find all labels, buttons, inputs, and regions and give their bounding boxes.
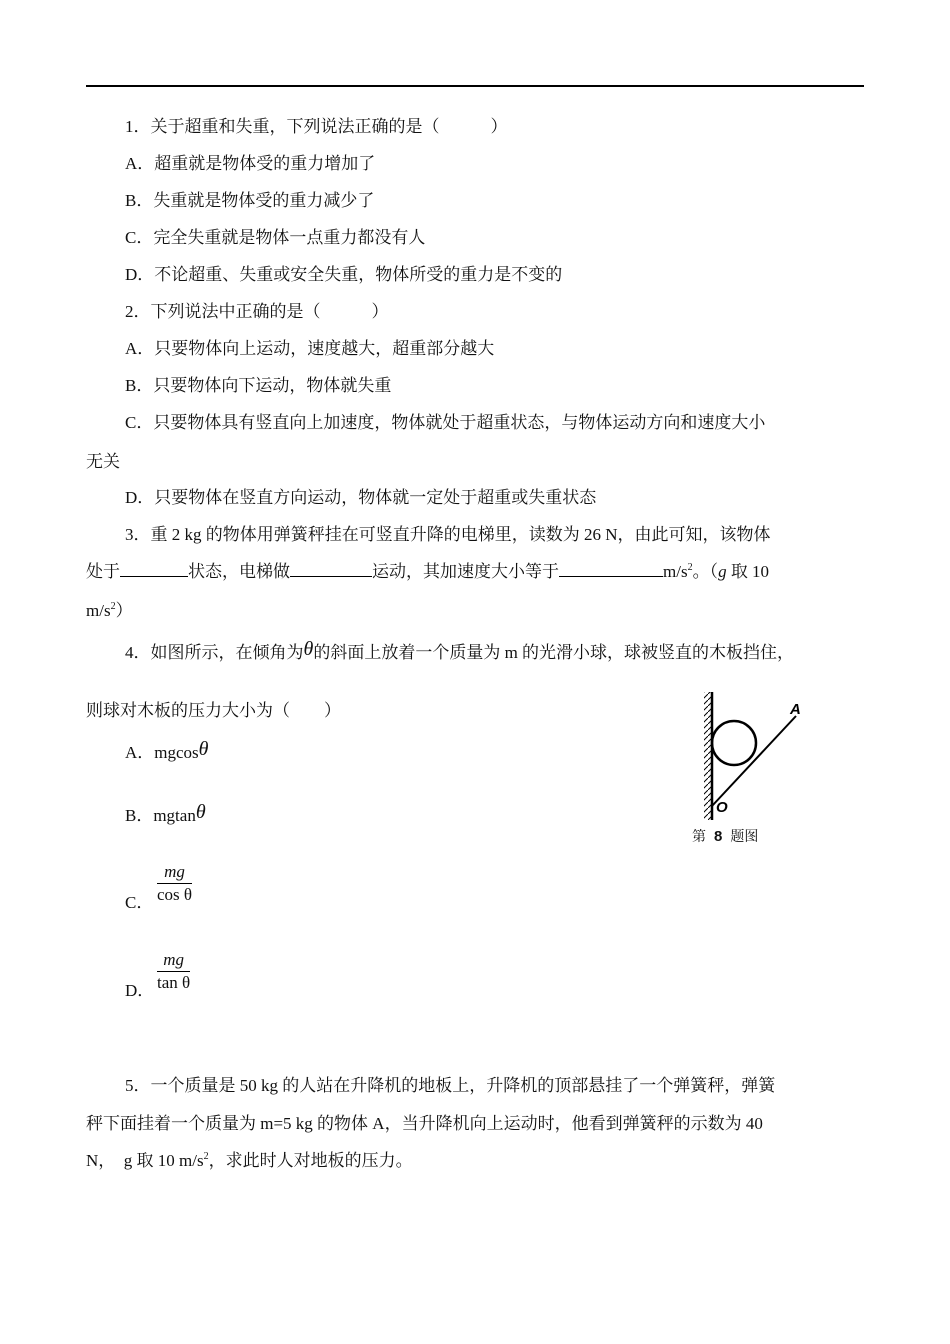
q3-line2	[86, 561, 769, 586]
q3-close: ）	[115, 601, 133, 620]
q5-text-2: ，求此时人对地板的压力。	[208, 1151, 413, 1170]
q5-line3	[86, 1150, 413, 1175]
q2-option-a: A．只要物体向上运动，速度越大，超重部分越大	[125, 339, 495, 358]
incline-ball-figure	[690, 688, 810, 848]
header-rule	[86, 85, 864, 87]
q3-blank-acceleration[interactable]	[559, 561, 663, 577]
caption-number: 8	[714, 828, 723, 845]
q3-text-5: 取 10	[726, 562, 770, 581]
q3-unit-2-sup: 2	[110, 601, 116, 612]
q4-option-d-denominator: tan θ	[157, 973, 191, 992]
caption-suffix: 题图	[730, 828, 759, 844]
q4-option-c-fraction	[157, 861, 192, 906]
q5-text-1: N， g 取 10 m/s	[86, 1151, 204, 1170]
q2-option-d: D．只要物体在竖直方向运动，物体就一定处于超重或失重状态	[125, 488, 597, 507]
q2-option-b: B．只要物体向下运动，物体就失重	[125, 376, 392, 395]
q3-text-4: 。（	[692, 562, 719, 581]
q1-option-b: B．失重就是物体受的重力减少了	[125, 191, 375, 210]
figure-caption	[692, 826, 758, 846]
q4-option-a-text: A．mgcos	[125, 743, 199, 762]
q4-line2: 则球对木板的压力大小为（ ）	[86, 701, 341, 720]
q3-blank-state[interactable]	[120, 561, 188, 577]
q5-line1: 5．一个质量是 50 kg 的人站在升降机的地板上，升降机的顶部悬挂了一个弹簧秤，弹簧	[125, 1076, 776, 1095]
q4-option-c-numerator: mg	[157, 861, 192, 884]
q3-text-2: 状态，电梯做	[188, 562, 290, 581]
q4-option-c-label: C．	[125, 893, 154, 912]
q4-option-c-denominator: cos θ	[157, 885, 193, 904]
q3-unit: m/s	[663, 562, 688, 581]
q2-option-c: C．只要物体具有竖直向上加速度，物体就处于超重状态，与物体运动方向和速度大小	[125, 413, 766, 432]
q3-unit-2: m/s	[86, 601, 111, 620]
q1-option-d: D．不论超重、失重或安全失重，物体所受的重力是不变的	[125, 265, 563, 284]
caption-prefix: 第	[692, 828, 706, 844]
q3-blank-motion[interactable]	[290, 561, 372, 577]
q4-option-b-text: B．mgtan	[125, 806, 196, 825]
q1-stem: 1．关于超重和失重，下列说法正确的是（ ）	[125, 117, 508, 136]
q4-text-1: 4．如图所示，在倾角为	[125, 643, 304, 662]
q4-option-a	[125, 738, 209, 764]
q3-unit-sup: 2	[687, 562, 693, 573]
q1-option-c: C．完全失重就是物体一点重力都没有人	[125, 228, 426, 247]
ball	[712, 721, 756, 765]
q3-g: g	[718, 562, 727, 581]
q3-line1: 3．重 2 kg 的物体用弹簧秤挂在可竖直升降的电梯里，读数为 26 N，由此可知，该物体	[125, 525, 771, 544]
q3-text-1: 处于	[86, 562, 120, 581]
q4-option-d-label: D．	[125, 981, 155, 1000]
q5-unit-sup: 2	[203, 1151, 209, 1162]
q1-option-a: A．超重就是物体受的重力增加了	[125, 154, 376, 173]
q4-option-d-fraction	[157, 949, 190, 994]
q4-line1	[125, 638, 795, 664]
q4-option-b	[125, 801, 206, 827]
incline-line	[712, 716, 796, 806]
q5-line2: 秤下面挂着一个质量为 m=5 kg 的物体 A，当升降机向上运动时，他看到弹簧秤的示数为 40	[86, 1114, 763, 1133]
q4-theta: θ	[303, 638, 314, 660]
q3-text-3: 运动，其加速度大小等于	[372, 562, 559, 581]
q2-stem: 2．下列说法中正确的是（ ）	[125, 302, 389, 321]
q2-option-c-cont: 无关	[86, 452, 120, 471]
q4-option-a-theta: θ	[198, 738, 209, 760]
point-a-label: A	[790, 701, 801, 718]
q4-text-2: 的斜面上放着一个质量为 m 的光滑小球，球被竖直的木板挡住，	[313, 643, 795, 662]
q4-option-d-numerator: mg	[157, 949, 190, 972]
point-o-label: O	[716, 799, 728, 816]
q4-option-b-theta: θ	[195, 801, 206, 823]
q3-line3	[86, 600, 133, 625]
